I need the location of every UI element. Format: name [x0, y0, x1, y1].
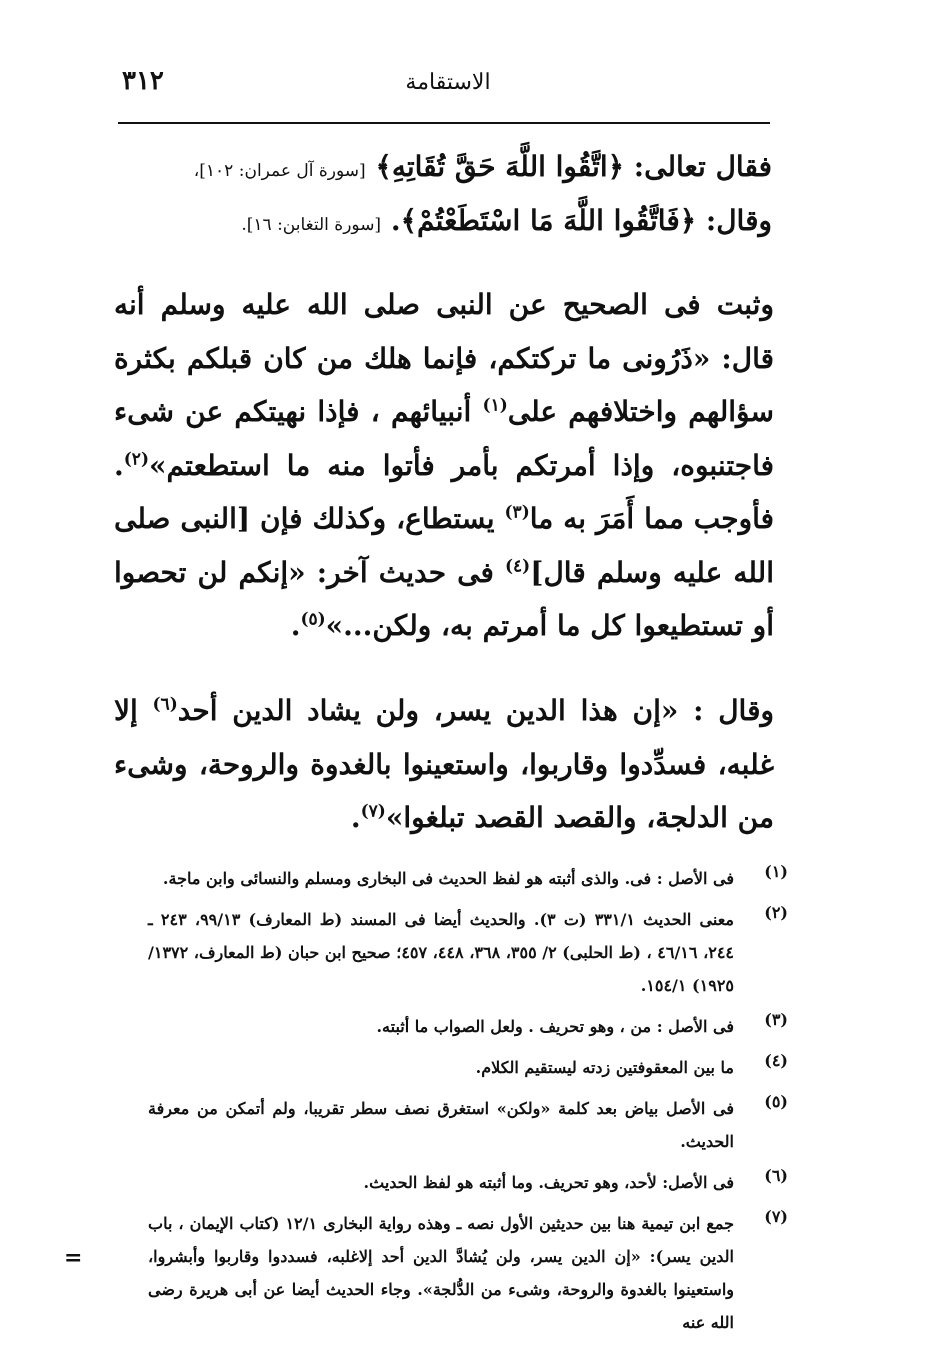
footnote-number: (١) — [764, 862, 788, 881]
footnote-number: (٦) — [764, 1166, 788, 1185]
verse-line-1 — [132, 150, 772, 183]
footnote — [148, 1051, 788, 1084]
paragraph-1-text-e: فى حديث آخر: «إنكم لن تحصوا أو تستطيعوا كل ما أمرتم به، ولكن...» — [114, 555, 774, 642]
verse-intro-2: وقال: — [705, 204, 772, 237]
footnote-number: (٤) — [764, 1051, 788, 1070]
quran-verse-1: ﴿اتَّقُوا اللَّهَ حَقَّ تُقَاتِهِ﴾ — [375, 150, 625, 183]
continuation-mark: = — [64, 1245, 83, 1271]
quran-verse-2: ﴿فَاتَّقُوا اللَّهَ مَا اسْتَطَعْتُمْ﴾. — [390, 204, 697, 237]
footnote-ref-3: (٣) — [504, 502, 530, 523]
paragraph-1-text-d: يستطاع، وكذلك فإن [النبى صلى الله عليه وسلم قال] — [114, 502, 774, 589]
page-number: ٣١٢ — [122, 66, 164, 96]
footnote — [148, 1010, 788, 1043]
footnote-ref-1: (١) — [482, 395, 508, 416]
verse-reference-2: [سورة التغابن: ١٦]. — [241, 215, 382, 235]
paragraph-1-text-b: أنبيائهم ، فإذا نهيتكم عن شىء فاجتنبوه، وإذا أمرتكم بأمر فأتوا منه ما استطعتم» — [114, 395, 774, 482]
paragraph-2-text-b: إلا غلبه، فسدِّدوا وقاربوا، واستعينوا بالغدوة والروحة، وشىء من الدلجة، والقصد القصد تبلغوا» — [114, 694, 774, 834]
footnote — [148, 903, 788, 1002]
footnote-text: معنى الحديث ٣٣١/١ (ت ٣). والحديث أيضا فى المسند (ط المعارف) ٩٩/١٣، ٢٤٣ ـ ٢٤٤، ٤٦/١٦ ، (ط الحلبى) ٢/ ٣٥٥، ٣٦٨، ٤٤٨، ٤٥٧؛ صحيح ابن حبان (ط المعارف، ١٣٧٢/ ١٩٢٥) ١٥٤/١. — [148, 910, 735, 995]
footnote-text: فى الأصل بياض بعد كلمة «ولكن» استغرق نصف سطر تقريبا، ولم أتمكن من معرفة الحديث. — [148, 1099, 734, 1151]
footnote — [148, 1207, 788, 1339]
footnote-number: (٧) — [764, 1207, 788, 1226]
footnotes — [148, 862, 788, 1347]
paragraph-1-text-c: . فأوجب مما أَمَرَ به ما — [114, 448, 775, 535]
footnote-number: (٢) — [764, 903, 788, 922]
paragraph-1-text-f: . — [290, 609, 301, 642]
footnote-ref-2: (٢) — [123, 449, 149, 470]
footnote-ref-4: (٤) — [504, 556, 531, 577]
verse-intro-1: فقال تعالى: — [633, 150, 772, 183]
footnote — [148, 1166, 788, 1199]
footnote — [148, 862, 788, 895]
paragraph-1 — [114, 278, 774, 653]
footnote-ref-7: (٧) — [360, 801, 386, 822]
verse-line-2 — [132, 204, 772, 237]
verse-reference-1: [سورة آل عمران: ١٠٢]، — [193, 161, 366, 181]
paragraph-2-text-a: وقال : «إن هذا الدين يسر، ولن يشاد الدين أحد — [177, 694, 774, 727]
footnote-ref-6: (٦) — [152, 694, 178, 715]
running-title: الاستقامة — [405, 70, 491, 95]
page-header — [118, 60, 770, 110]
footnote — [148, 1092, 788, 1158]
footnote-number: (٥) — [764, 1092, 788, 1111]
footnote-ref-5: (٥) — [300, 609, 326, 630]
footnote-text: فى الأصل : من ، وهو تحريف . ولعل الصواب ما أثبته. — [376, 1017, 734, 1036]
paragraph-1-text-a: وثبت فى الصحيح عن النبى صلى الله عليه وسلم أنه قال: «ذَرُونى ما تركتكم، فإنما هلك من كان قبلكم بكثرة سؤالهم واختلافهم على — [114, 288, 774, 428]
paragraph-2-text-c: . — [350, 801, 361, 834]
footnote-number: (٣) — [764, 1010, 788, 1029]
footnote-text: فى الأصل : فى. والذى أثبته هو لفظ الحديث فى البخارى ومسلم والنسائى وابن ماجة. — [162, 869, 734, 888]
footnote-text: فى الأصل: لأحد، وهو تحريف. وما أثبته هو لفظ الحديث. — [363, 1173, 734, 1192]
footnote-text: ما بين المعقوفتين زدته ليستقيم الكلام. — [475, 1058, 734, 1077]
footnote-text: جمع ابن تيمية هنا بين حديثين الأول نصه ـ وهذه رواية البخارى ١٢/١ (كتاب الإيمان ، باب الدين يسر): «إن الدين يسر، ولن يُشادَّ الدين أحد إلاغلبه، فسددوا وقاربوا وأبشروا، واستعينوا بالغدوة والروحة، وشىء من الدُّلجة». وجاء الحديث أيضا عن أبى هريرة رضى الله عنه — [148, 1214, 734, 1332]
paragraph-2 — [114, 684, 774, 845]
header-rule — [118, 122, 770, 124]
